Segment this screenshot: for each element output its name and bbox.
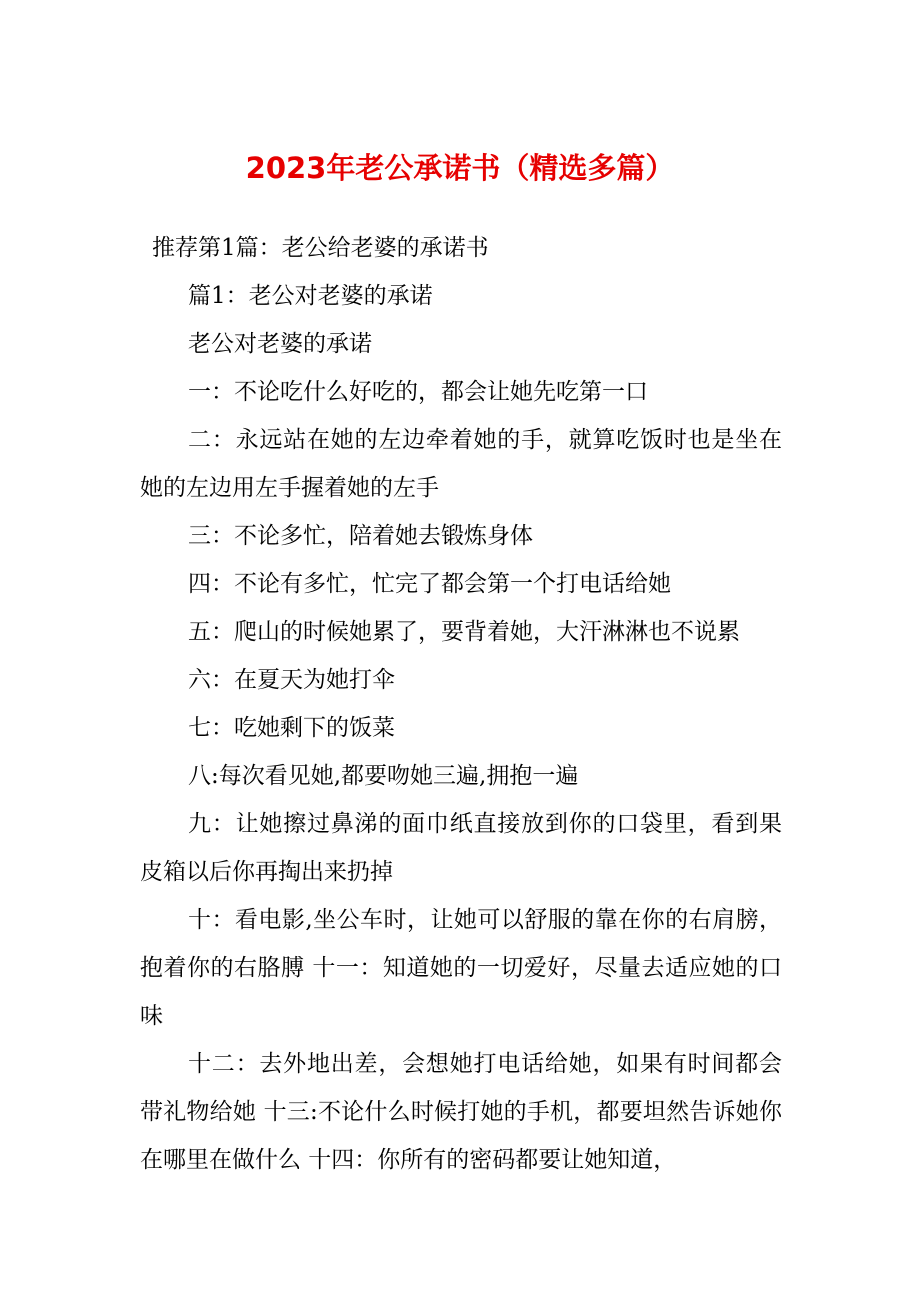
paragraph-subtitle: 老公对老婆的承诺 (188, 331, 372, 357)
paragraph-promise-12-14: 十二：去外地出差，会想她打电话给她，如果有时间都会带礼物给她 十三:不论什么时候打她的手机，都要坦然告诉她你在哪里在做什么 十四：你所有的密码都要让她知道， (140, 1051, 782, 1173)
paragraph-promise-6: 六：在夏天为她打伞 (188, 667, 395, 693)
paragraph-promise-7: 七：吃她剩下的饭菜 (188, 715, 395, 741)
paragraph-promise-4: 四：不论有多忙，忙完了都会第一个打电话给她 (188, 571, 671, 597)
paragraph-recommend-heading: 推荐第1篇：老公给老婆的承诺书 (152, 235, 489, 261)
paragraph-promise-8: 八:每次看见她,都要吻她三遍,拥抱一遍 (188, 763, 579, 789)
paragraph-promise-2: 二：永远站在她的左边牵着她的手，就算吃饭时也是坐在她的左边用左手握着她的左手 (140, 427, 782, 501)
paragraph-promise-1: 一：不论吃什么好吃的，都会让她先吃第一口 (188, 379, 648, 405)
paragraph-promise-9: 九：让她擦过鼻涕的面巾纸直接放到你的口袋里，看到果皮箱以后你再掏出来扔掉 (140, 811, 782, 885)
paragraph-promise-3: 三：不论多忙，陪着她去锻炼身体 (188, 523, 533, 549)
paragraph-section-heading: 篇1：老公对老婆的承诺 (188, 283, 433, 309)
document-body (140, 224, 782, 1184)
paragraph-promise-5: 五：爬山的时候她累了，要背着她，大汗淋淋也不说累 (188, 619, 740, 645)
paragraph-promise-10-11: 十：看电影,坐公车时，让她可以舒服的靠在你的右肩膀，抱着你的右胳膊 十一：知道她的一切爱好，尽量去适应她的口味 (140, 907, 782, 1029)
document-title: 2023年老公承诺书（精选多篇） (245, 151, 675, 185)
